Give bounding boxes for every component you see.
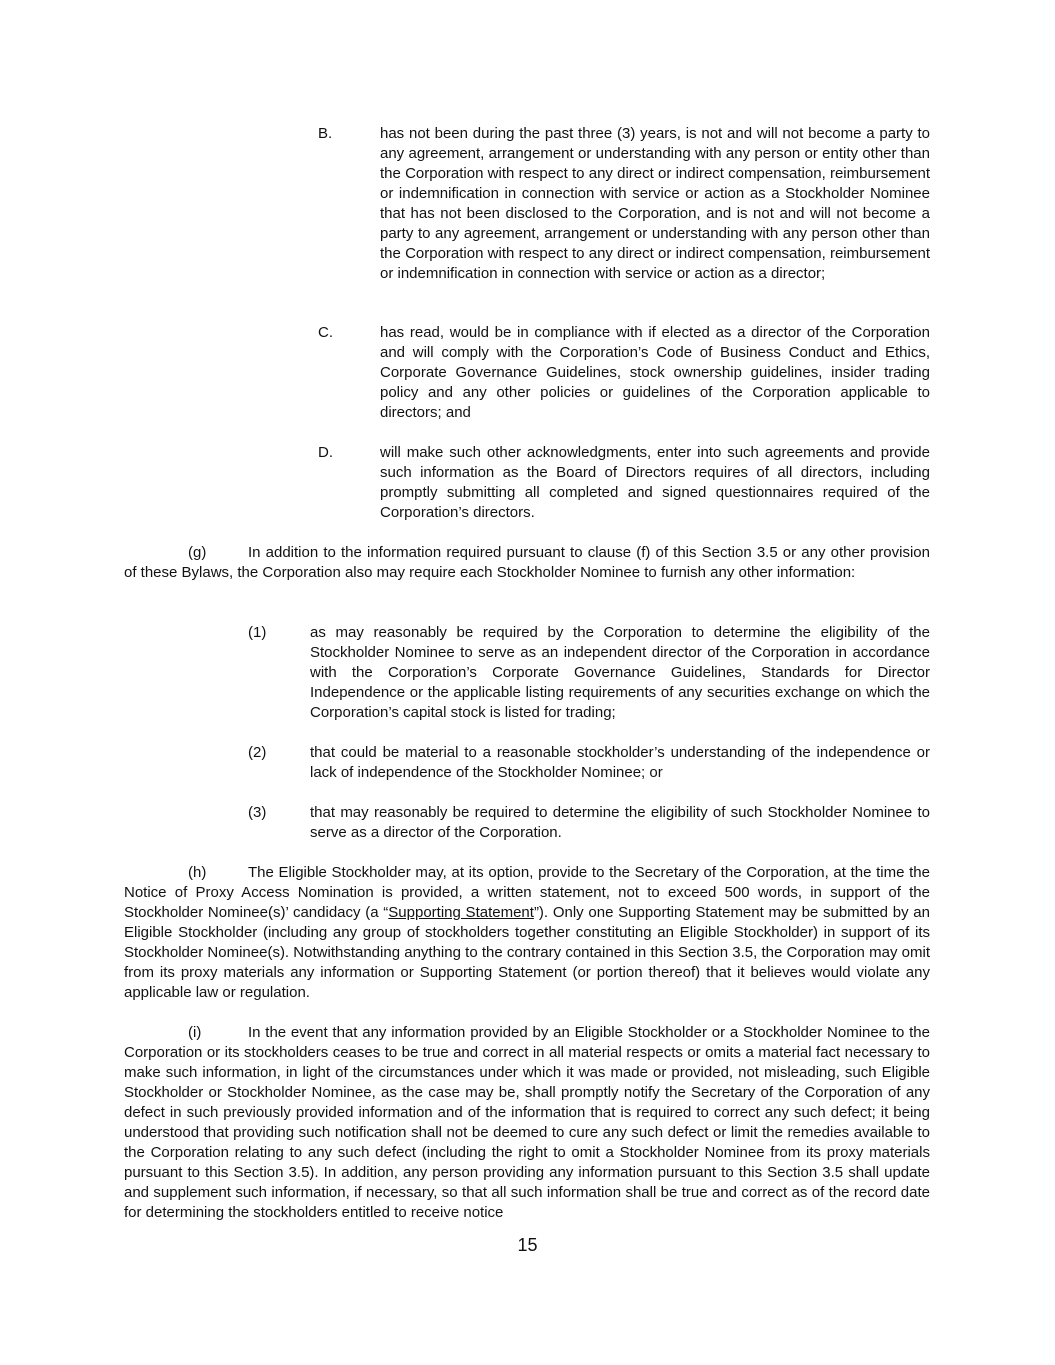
paragraph-label: (h) [188, 864, 207, 881]
list-item-label: (2) [248, 744, 267, 761]
list-item-text: has read, would be in compliance with if elected as a director of the Corporation and will comply with the Corporation’s Code of Business Conduct and Ethics, Corporate Governance Guidelines, stock ownership guidelines, insider trading policy and any other policies or guidelines of the Corporation applicable to directors; and [380, 324, 930, 421]
paragraph-label: (g) [188, 544, 207, 561]
list-item-text: that may reasonably be required to determine the eligibility of such Stockholder Nominee to serve as a director of the Corporation. [310, 804, 930, 841]
list-item-label: C. [318, 324, 333, 341]
numbered-item-2 [248, 743, 930, 783]
list-item-label: (3) [248, 804, 267, 821]
list-item-label: D. [318, 444, 333, 461]
paragraph-text: In addition to the information required pursuant to clause (f) of this Section 3.5 or any other provision of these Bylaws, the Corporation also may require each Stockholder Nominee to furnish any other information: [124, 544, 930, 581]
paragraph-g [124, 543, 930, 583]
defined-term: Supporting Statement [388, 904, 534, 921]
page-number: 15 [517, 1235, 538, 1255]
list-item-text: as may reasonably be required by the Corporation to determine the eligibility of the Stockholder Nominee to serve as an independent director of the Corporation in accordance with the Corporation’s Corporate Governance Guidelines, Standards for Director Independence or the applicable listing requirements of any securities exchange on which the Corporation’s capital stock is listed for trading; [310, 624, 930, 721]
list-item-text: has not been during the past three (3) years, is not and will not become a party to any agreement, arrangement or understanding with any person or entity other than the Corporation with respect to any direct or indirect compensation, reimbursement or indemnification in connection with service or action as a Stockholder Nominee that has not been disclosed to the Corporation, and is not and will not become a party to any agreement, arrangement or understanding with any person other than the Corporation with respect to any direct or indirect compensation, reimbursement or indemnification in connection with service or action as a director; [380, 125, 930, 282]
paragraph-label: (i) [188, 1024, 202, 1041]
list-item-d [318, 443, 930, 523]
list-item-c [318, 323, 930, 423]
paragraph-i [124, 1023, 930, 1223]
list-item-label: (1) [248, 624, 267, 641]
numbered-item-3 [248, 803, 930, 843]
paragraph-text-after: ”). Only one Supporting Statement may be submitted by an Eligible Stockholder (including any group of stockholders together constituting an Eligible Stockholder) in support of its Stockholder Nominee(s). Notwithstanding anything to the contrary contained in this Section 3.5, the Corporation may omit from its proxy materials any information or Supporting Statement (or portion thereof) that it believes would violate any applicable law or regulation. [124, 904, 930, 1001]
numbered-item-1 [248, 623, 930, 723]
paragraph-h [124, 863, 930, 1003]
paragraph-text: In the event that any information provided by an Eligible Stockholder or a Stockholder Nominee to the Corporation or its stockholders ceases to be true and correct in all material respects or omits a material fact necessary to make such information, in light of the circumstances under which it was made or provided, not misleading, such Eligible Stockholder or Stockholder Nominee, as the case may be, shall promptly notify the Secretary of the Corporation of any defect in such previously provided information and of the information that is required to correct any such defect; it being understood that providing such notification shall not be deemed to cure any such defect or limit the remedies available to the Corporation relating to any such defect (including the right to omit a Stockholder Nominee from its proxy materials pursuant to this Section 3.5). In addition, any person providing any information pursuant to this Section 3.5 shall update and supplement such information, if necessary, so that all such information shall be true and correct as of the record date for determining the stockholders entitled to receive notice [124, 1024, 930, 1221]
list-item-text: that could be material to a reasonable stockholder’s understanding of the independence or lack of independence of the Stockholder Nominee; or [310, 744, 930, 781]
list-item-label: B. [318, 125, 333, 142]
list-item-b [318, 124, 930, 284]
paragraph-text-before: The Eligible Stockholder may, at its option, provide to the Secretary of the Corporation, at the time the Notice of Proxy Access Nomination is provided, a written statement, not to exceed 500 words, in support of the Stockholder Nominee(s)’ candidacy (a “ [124, 864, 930, 921]
list-item-text: will make such other acknowledgments, enter into such agreements and provide such information as the Board of Directors requires of all directors, including promptly submitting all completed and signed questionnaires required of the Corporation’s directors. [380, 444, 930, 521]
